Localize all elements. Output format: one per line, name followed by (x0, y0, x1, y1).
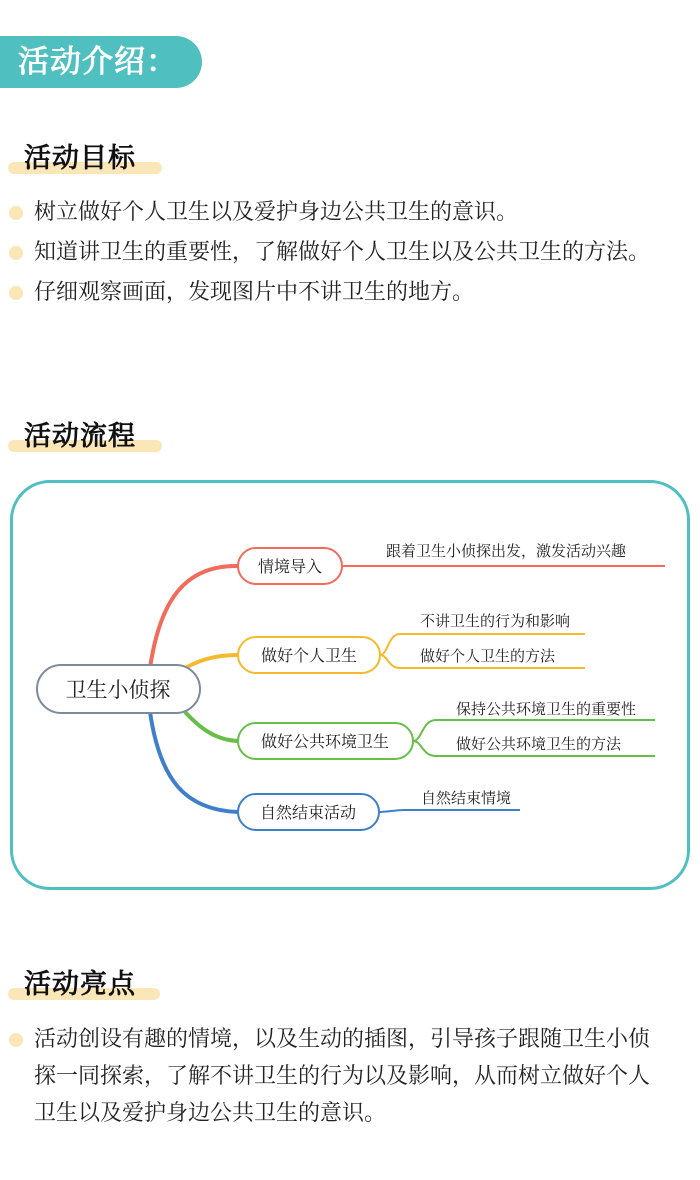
branch-label: 做好公共环境卫生 (260, 732, 390, 751)
highlight-item-1: 活动创设有趣的情境，以及生动的插图，引导孩子跟随卫生小侦探一同探索，了解不讲卫生的行为以及影响，从而树立做好个人卫生以及爱护身边公共卫生的意识。 (0, 1021, 660, 1132)
goal-item-1: 树立做好个人卫生以及爱护身边公共卫生的意识。 (0, 193, 660, 233)
branch-connector (150, 712, 238, 812)
bullet-dot-icon (9, 1033, 23, 1047)
branch-label: 做好个人卫生 (260, 646, 358, 665)
root-label: 卫生小侦探 (65, 678, 171, 702)
leaf-label: 不讲卫生的行为和影响 (420, 612, 571, 630)
branch-label: 自然结束活动 (259, 803, 357, 822)
leaf-label: 做好个人卫生的方法 (420, 647, 556, 665)
intro-banner: 活动介绍： (0, 36, 202, 88)
goal-item-3: 仔细观察画面，发现图片中不讲卫生的地方。 (0, 273, 660, 313)
highlights-list (0, 1021, 660, 1132)
process-title: 活动流程 (24, 421, 136, 452)
branch-connector (185, 655, 238, 668)
leaf-label: 保持公共环境卫生的重要性 (456, 700, 637, 718)
leaf-label: 跟着卫生小侦探出发，激发活动兴趣 (386, 542, 627, 560)
goal-item-2: 知道讲卫生的重要性，了解做好个人卫生以及公共卫生的方法。 (0, 233, 660, 273)
highlights-title: 活动亮点 (24, 969, 136, 1000)
leaf-connector (379, 810, 520, 812)
leaf-label: 自然结束情境 (421, 789, 512, 807)
branch-label: 情境导入 (257, 557, 323, 576)
goals-title: 活动目标 (24, 143, 136, 174)
branch-connector (150, 566, 238, 668)
leaf-label: 做好公共环境卫生的方法 (456, 735, 622, 753)
branch-connector (185, 712, 238, 741)
